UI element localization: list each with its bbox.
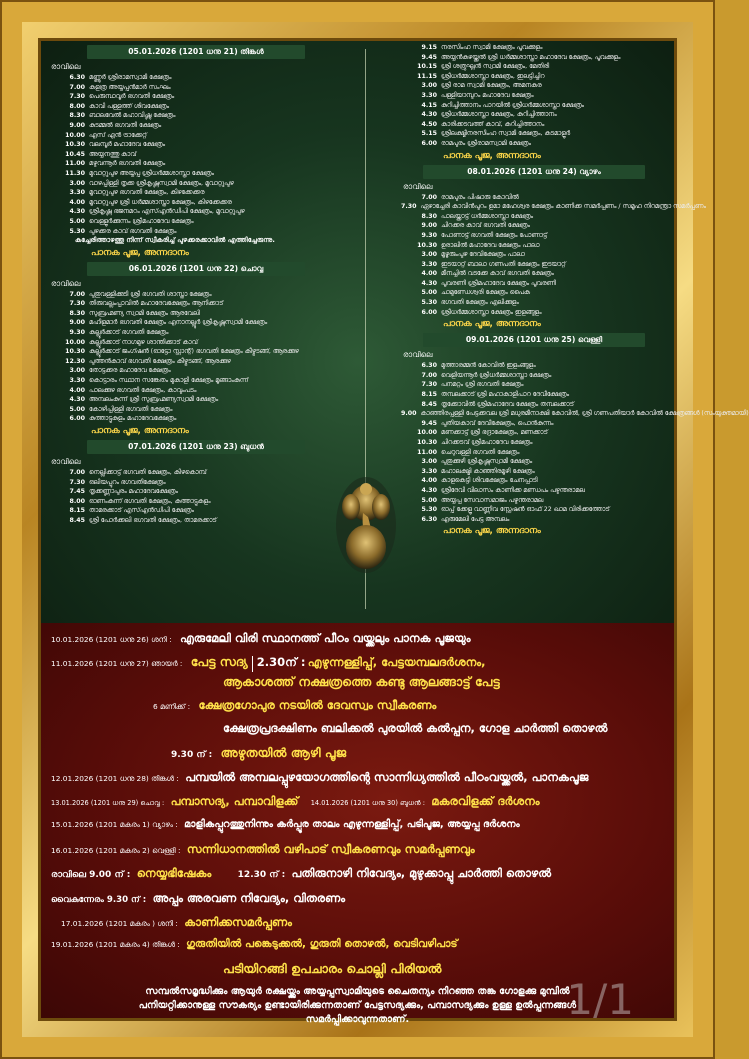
- schedule-time: 3.30: [69, 377, 85, 385]
- schedule-row: [401, 361, 669, 371]
- schedule-row: [401, 241, 669, 251]
- schedule-row: [401, 486, 669, 496]
- schedule-place: എസ് എൻ ട്രാക്കേറ്റ്: [89, 131, 147, 139]
- schedule-place: ഓണംകുന്ന് ഭഗവതി ക്ഷേത്രം, കുത്താട്ടുകുളം: [89, 497, 211, 505]
- event-text: എഴുന്നള്ളിപ്പ്, പേട്ടയമ്പലദർശനം,: [307, 655, 486, 669]
- morning-label: രാവിലെ: [51, 278, 81, 288]
- schedule-time: 3.00: [69, 367, 85, 375]
- schedule-place: പോണാട്ട് ഭഗവതി ക്ഷേത്രം പോണാട്ട്: [441, 231, 548, 239]
- schedule-time: 5.30: [69, 227, 85, 235]
- schedule-time: 6.00: [421, 308, 437, 316]
- schedule-time: 11.30: [65, 169, 85, 177]
- event-date: 17.01.2026 (1201 മകരം ) ശനി :: [61, 919, 178, 928]
- schedule-time: 9.00: [421, 222, 437, 230]
- schedule-place: തിരുവല്ലംപ്പാവിൽ മഹാദേവക്ഷേത്രം ആനിക്കാട്: [89, 300, 224, 308]
- schedule-row: [49, 169, 346, 179]
- schedule-row: [401, 139, 669, 149]
- day-heading: 09.01.2026 (1201 ധനു 25) വെള്ളി: [423, 333, 645, 347]
- schedule-place: മീനച്ചിൽ വടക്കേ കാവ് ഭഗവതി ക്ഷേത്രം: [441, 270, 554, 278]
- schedule-column-right: [401, 43, 749, 540]
- schedule-place: പുതുക്കുഴി ശ്രീകൃഷ്ണസ്വാമി ക്ഷേത്രം: [441, 458, 533, 466]
- schedule-row: [401, 515, 669, 525]
- schedule-row: [401, 428, 669, 438]
- schedule-time: 3.00: [421, 458, 437, 466]
- schedule-place: ചിറക്കടവ് ശ്രീമഹാദേവ ക്ഷേത്രം: [441, 439, 533, 446]
- schedule-row: [401, 448, 669, 458]
- schedule-time: 8.00: [69, 102, 85, 110]
- schedule-place: താമരക്കാട് എസ്എൻഡിപി ക്ഷേത്രം: [89, 507, 194, 515]
- day-heading: 05.01.2026 (1201 ധനു 21) തിങ്കൾ: [87, 45, 305, 59]
- morning-label: രാവിലെ: [403, 350, 433, 360]
- schedule-row: [401, 193, 669, 203]
- schedule-time: 10.30: [65, 348, 85, 356]
- schedule-row: [49, 227, 346, 237]
- schedule-row: [401, 298, 669, 308]
- schedule-row: [401, 212, 669, 222]
- schedule-place: അയ്യപ്പ സേവാസമാജം പഴുന്തരാമല: [441, 496, 544, 504]
- schedule-place: ഓപ്പ് ക്കേളൂ വാണ്ണിവ സ്റ്റേഷൻ ഓഫ് 22 ഖാമ വിരിക്കത്തോട്: [441, 506, 610, 514]
- event-text: പമ്പാസദ്യ, പമ്പാവിളക്ക്: [170, 794, 299, 808]
- schedule-place: കാളകെട്ടി ശിവക്ഷേത്രം ചേനപ്പാടി: [441, 477, 538, 485]
- schedule-time: 10.30: [417, 439, 437, 446]
- event-date: 10.01.2026 (1201 ധനു 26) ശനി :: [51, 635, 172, 644]
- schedule-row: [401, 221, 669, 231]
- event-date: 12.01.2026 (1201 ധനു 28) തിങ്കൾ :: [51, 774, 179, 783]
- schedule-place: കളത്ര അയ്യപ്പൻമാർ സംഘം: [89, 83, 171, 91]
- schedule-row: [49, 217, 346, 227]
- panaka-puja-label: പാനക പൂജ, അന്നദാനം: [443, 319, 541, 330]
- schedule-row: [401, 476, 669, 486]
- panaka-puja-label: പാനക പൂജ, അന്നദാനം: [443, 526, 541, 537]
- schedule-place: ശ്രീ ശത്രുഘ്നൻ സ്വാമി ക്ഷേത്രം, മേതിരി: [441, 63, 550, 71]
- schedule-time: 9.30: [421, 231, 437, 239]
- event-date: 11.01.2026 (1201 ധനു 27) ഞായർ :: [51, 659, 183, 668]
- schedule-row: [49, 497, 346, 507]
- schedule-time: 7.30: [421, 381, 437, 389]
- schedule-place: ചാമുണ്ഡേശ്വരി ക്ഷേത്രം പൈക: [441, 289, 530, 297]
- event-text: ആകാശത്ത് നക്ഷത്രത്തെ കണ്ടു ആലങ്ങാട്ട് പേട്ട: [223, 674, 500, 689]
- panaka-puja-label: പാനക പൂജ, അന്നദാനം: [91, 247, 189, 258]
- schedule-time: 11.00: [417, 448, 437, 456]
- event-date: 15.01.2026 (1201 മകരം 1) വ്യാഴം :: [51, 820, 178, 829]
- schedule-time: 5.00: [421, 496, 437, 504]
- schedule-place: പാലക്കുഴ ഭഗവതി ക്ഷേത്രം, കാവുംപടം: [89, 386, 197, 394]
- schedule-time: 4.30: [69, 208, 85, 216]
- schedule-column-left: [49, 43, 346, 526]
- schedule-row: [401, 101, 669, 111]
- schedule-time: 3.30: [421, 260, 437, 268]
- schedule-row: [401, 62, 669, 72]
- schedule-time: 8.15: [69, 507, 85, 515]
- schedule-row: [49, 159, 346, 169]
- schedule-time: 10.00: [65, 338, 85, 346]
- event-text: കാണിക്കസമർപ്പണം: [184, 915, 292, 929]
- schedule-row: [401, 81, 669, 91]
- schedule-row: [49, 121, 346, 131]
- schedule-place: വലമ്പൂർ മഹാദേവ ക്ഷേത്രം: [89, 141, 166, 149]
- schedule-row: [49, 207, 346, 217]
- schedule-time: 5.00: [69, 405, 85, 413]
- schedule-place: നരസിംഹ സ്വാമി ക്ഷേത്രം പൂവക്കുളം: [441, 44, 543, 51]
- schedule-row: [401, 505, 669, 515]
- schedule-time: 6.30: [421, 515, 437, 523]
- poster: [38, 38, 749, 1025]
- schedule-place: ശ്രീകൃഷ്ണ ഭജനമഠം എസ്എൻഡിപി ക്ഷേത്രം, മൂവാറ്റുപുഴ: [89, 208, 245, 216]
- schedule-time: 8.45: [421, 400, 437, 408]
- schedule-time: 6.00: [69, 415, 85, 423]
- schedule-time: 6.30: [69, 74, 85, 81]
- schedule-place: തൃക്കണ്ണാപുരം മഹാദേവക്ഷേത്രം: [89, 488, 178, 496]
- schedule-time: 5.30: [421, 506, 437, 514]
- schedule-time: 9.45: [421, 53, 437, 61]
- schedule-place: പനമറ്റം ശ്രീ ഭഗവതി ക്ഷേത്രം: [441, 381, 524, 389]
- event-text: മകരവിളക്ക് ദർശനം: [431, 794, 540, 808]
- schedule-place: പുഴക്കര കാവ് ഭഗവതി ക്ഷേത്രം: [89, 227, 177, 235]
- event-text: മാളികപ്പുറത്തുനിന്നും കർപ്പൂര താലം എഴുന്നള്ളിപ്പ്, പടിപൂജ, അയ്യപ്പ ദർശനം: [184, 819, 520, 830]
- schedule-row: [401, 496, 669, 506]
- schedule-place: പുതിയകാവ് ദേവീക്ഷേത്രം, പൊൻകുന്നം: [441, 419, 554, 427]
- schedule-row: [49, 73, 346, 83]
- schedule-time: 8.15: [421, 391, 437, 399]
- panaka-puja-label: പാനക പൂജ, അന്നദാനം: [91, 426, 189, 436]
- schedule-time: 4.30: [421, 279, 437, 287]
- schedule-row: [49, 150, 346, 160]
- schedule-time: 4.15: [421, 101, 437, 109]
- panaka-puja-label: പാനക പൂജ, അന്നദാനം: [443, 150, 541, 161]
- schedule-place: വാഴപ്പിള്ളി തൃക്ക ശ്രീകൃഷ്ണസ്വാമി ക്ഷേത്രം, മൂവാറ്റുപുഴ: [89, 179, 234, 187]
- event-text: നെയ്യഭിഷേകം: [136, 866, 212, 880]
- event-text: പേട്ട സദ്യ: [190, 654, 248, 669]
- schedule-row: [401, 250, 669, 260]
- schedule-place: ഏഴാച്ചേരി കാവിൻപുറം ഉമാ മഹേശ്വര ക്ഷേത്രം കാണിക്ക സമർപ്പണം / സമൂഹ നിറമന്ത്രാ സമർപ്പണം: [420, 203, 706, 211]
- schedule-place: കോഴിപ്പിള്ളി ഭഗവതി ക്ഷേത്രം: [89, 405, 173, 413]
- schedule-time: 7.00: [421, 371, 437, 379]
- schedule-time: 7.30: [69, 300, 85, 308]
- schedule-time: 4.00: [421, 477, 437, 485]
- schedule-time: 11.00: [65, 160, 85, 168]
- ganesha-idol-image: [333, 473, 399, 583]
- schedule-place: രാമപുരം ശ്രീരാമസ്വാമി ക്ഷേത്രം: [441, 139, 531, 147]
- event-text: പടിയിറങ്ങി ഉപചാരം ചൊല്ലി പിരിയൽ: [223, 961, 442, 976]
- schedule-row: [49, 357, 346, 367]
- schedule-row: [49, 299, 346, 309]
- schedule-time: 5.30: [421, 299, 437, 307]
- schedule-time: 4.30: [421, 111, 437, 119]
- schedule-place: എരുമേലി പേട്ട അമ്പലം: [441, 515, 510, 523]
- schedule-row: [49, 405, 346, 415]
- schedule-row: [401, 72, 669, 82]
- schedule-place: കുടമ്മൽ ഭഗവതി ക്ഷേത്രം: [89, 121, 162, 129]
- schedule-row: [401, 53, 669, 63]
- schedule-time: 10.00: [417, 429, 437, 437]
- event-text: അപ്പം അരവണ നിവേദ്യം, വിതരണം: [152, 891, 346, 905]
- page-number: 1/1: [566, 975, 634, 1024]
- schedule-row: [49, 468, 346, 478]
- schedule-place: ചിറക്കര കാവ് ഭഗവതി ക്ഷേത്രം: [441, 222, 530, 230]
- event-date: 6 മണിക്ക് :: [153, 702, 191, 711]
- schedule-row: [401, 91, 669, 101]
- schedule-row: [49, 395, 346, 405]
- event-text: പതിരുനാഴി നിവേദ്യം, മുഴുക്കാപ്പു ചാർത്തി തൊഴൽ: [291, 866, 552, 880]
- event-text: എരുമേലി വിരി സ്ഥാനത്ത് പീഠം വയ്ക്കലും പാനക പൂജയും: [179, 631, 471, 645]
- schedule-row: [401, 380, 669, 390]
- schedule-time: 4.30: [69, 396, 85, 404]
- schedule-row: [401, 202, 706, 212]
- schedule-place: ചെറുവള്ളി ഭഗവതി ക്ഷേത്രം: [441, 448, 520, 456]
- schedule-place: മഹിളമാർ ഭഗവതി ക്ഷേത്രം എനാനല്ലൂർ ശ്രീകൃഷ്ണസ്വാമി ക്ഷേത്രം: [89, 319, 268, 327]
- event-time: 2.30ന് :: [256, 655, 306, 669]
- schedule-time: 5.00: [421, 289, 437, 297]
- schedule-time: 10.45: [65, 150, 85, 158]
- closing-note: സമ്പൽസമൃദ്ധിക്കും ആയുർ രക്ഷയ്ക്കും അയ്യപ്പസ്വാമിയുടെ ചൈതന്യം നിറഞ്ഞ തങ്ക ഗോളക്കു മുമ്പിൽ: [145, 986, 570, 997]
- schedule-row: [401, 457, 669, 467]
- schedule-time: 8.30: [421, 212, 437, 220]
- schedule-row: [49, 347, 346, 357]
- event-date: 19.01.2026 (1201 മകരം 4) തിങ്കൾ :: [51, 940, 180, 949]
- schedule-row: [49, 131, 346, 141]
- day-heading: 08.01.2026 (1201 ധനു 24) വ്യാഴം: [423, 165, 645, 179]
- schedule-place: മൂവാറ്റുപുഴ ശ്രീ ധർമ്മശാസ്താ ക്ഷേത്രം, കിഴക്കേക്കര: [89, 198, 232, 206]
- schedule-place: പള്ളിയാമ്പുറം മഹാദേവ ക്ഷേത്രം: [441, 91, 534, 99]
- schedule-time: 10.15: [417, 63, 437, 71]
- schedule-row: [401, 269, 669, 279]
- schedule-time: 7.00: [69, 83, 85, 91]
- schedule-place: പുത്തൻകാവ് ഭഗവതി ക്ഷേത്രം കീഴ്മടങ്ങ്, ആരക്കുഴ: [89, 357, 231, 365]
- schedule-place: മഹാലക്ഷ്മി കാഞ്ഞിരമൂഴി ക്ഷേത്രം: [441, 467, 535, 475]
- schedule-time: 8.30: [69, 112, 85, 120]
- schedule-row: [401, 231, 669, 241]
- schedule-place: അയ്യനത്തു കാവ്: [89, 150, 137, 158]
- schedule-time: 9.30: [69, 329, 85, 337]
- separator: [252, 656, 253, 672]
- schedule-place: പാലയ്ക്കാട്ട് ധർമ്മശാസ്താ ക്ഷേത്രം: [441, 212, 533, 220]
- morning-label: രാവിലെ: [51, 457, 81, 466]
- schedule-row: [49, 386, 346, 396]
- schedule-time: 9.00: [69, 121, 85, 129]
- schedule-row: [49, 506, 346, 516]
- festival-schedule-panel: [41, 623, 674, 1025]
- schedule-place: തോട്ടക്കര മഹാദേവ ക്ഷേത്രം: [89, 367, 171, 375]
- schedule-row: [401, 390, 669, 400]
- event-text: അഴുതയിൽ ആഴി പൂജ: [220, 745, 347, 760]
- schedule-row: [401, 438, 669, 448]
- schedule-row: [49, 83, 346, 93]
- schedule-time: 6.00: [421, 139, 437, 147]
- event-text: ഗുരുതിയിൽ പങ്കെടുക്കൽ, ഗുരുതി തൊഴൽ, വെടിവഴിപാട്: [186, 938, 458, 950]
- schedule-row: [49, 111, 346, 121]
- schedule-row: [49, 318, 346, 328]
- schedule-row: [401, 110, 669, 120]
- schedule-row: [401, 419, 669, 429]
- schedule-row: [49, 188, 346, 198]
- schedule-place: പുതുവള്ളിക്കുടി ശ്രീ ഭഗവതി ശാസ്താ ക്ഷേത്രം: [89, 290, 212, 298]
- schedule-place: പൂവരണി ശ്രീമഹാദേവ ക്ഷേത്രം പൂവരണി: [441, 279, 556, 287]
- schedule-place: മണക്കാട്ട് ശ്രീ ഭദ്രാക്ഷേത്രം, മണക്കാട്: [441, 429, 548, 437]
- schedule-row: [49, 376, 346, 386]
- schedule-time: 3.00: [421, 251, 437, 259]
- schedule-time: 3.00: [421, 82, 437, 90]
- schedule-place: ശ്രീലക്ഷ്മീനരസിംഹ സ്വാമി ക്ഷേത്രം, കുടമാളൂർ: [441, 130, 571, 138]
- schedule-place: ശ്രീധർമ്മശാസ്താ ക്ഷേത്രം ഇളങ്ങുളം: [441, 308, 542, 316]
- schedule-place: അമ്പലംകുന്ന് ശ്രീ സുബ്രഹ്മണ്യസ്വാമി ക്ഷേത്രം: [89, 396, 219, 404]
- closing-note: പനിയറ്റിക്കാനുള്ള സൗകര്യം ഉണ്ടായിരിക്കുന്നതാണ് പേട്ടസദ്യക്കും, പമ്പാസദ്യക്കും ഉള്ള ഉൽപ്പന്നങ്ങൾ: [138, 1000, 577, 1011]
- schedule-row: [49, 198, 346, 208]
- schedule-place: പെരുമ്പാവൂർ ഭഗവതി ക്ഷേത്രം: [89, 93, 175, 101]
- schedule-place: കാരിക്കടവത്ത് കാവ്, കുറിച്ചിത്താനം: [441, 120, 545, 128]
- schedule-place: കുറിച്ചിത്താനം പാറയിൽ ശ്രീധർമ്മശാസ്താ ക്ഷേത്രം: [441, 101, 584, 109]
- event-text: പമ്പയിൽ അമ്പലപ്പുഴയോഗത്തിന്റെ സാന്നിധ്യത്തിൽ പീഠംവയ്ക്കൽ, പാനകപൂജ: [185, 770, 589, 784]
- schedule-time: 9.00: [69, 319, 85, 327]
- morning-label: രാവിലെ: [403, 181, 433, 191]
- schedule-place: ഇടയാറ്റ് ബാലാ ഗണപതി ക്ഷേത്രം ഇടയാറ്റ്: [441, 260, 566, 268]
- schedule-place: മുത്താരമ്മൻ കോവിൽ ഇളംങ്ങുളം: [441, 362, 536, 370]
- schedule-row: [401, 371, 669, 381]
- schedule-time: 3.30: [421, 467, 437, 475]
- schedule-time: 9.15: [421, 44, 437, 51]
- schedule-time: 5.00: [69, 217, 85, 225]
- event-date: 9.30 ന് :: [171, 750, 213, 760]
- schedule-place: മൂവാറ്റുപുഴ ഭഗവതി ക്ഷേത്രം, കിഴക്കേക്കര: [89, 189, 205, 197]
- event-date: രാവിലെ 9.00 ന് :: [51, 870, 131, 880]
- schedule-place: കാഞ്ഞിരപ്പള്ളി പേട്ടക്കവല ശ്രീ മധുരമീനാക്ഷി കോവിൽ, ശ്രീ ഗണപതിയാർ കോവിൽ ക്ഷേത്രങ്ങൾ (സംയുക്തമായി): [420, 410, 749, 418]
- schedule-time: 7.00: [69, 290, 85, 298]
- schedule-row: [49, 516, 346, 526]
- schedule-row: [401, 288, 669, 298]
- schedule-place: ശ്രീ രാമ സ്വാമി ക്ഷേത്രം, അമനകര: [441, 82, 542, 90]
- event-date: 14.01.2026 (1201 ധനു 30) ബുധൻ :: [310, 799, 425, 807]
- schedule-place: ശ്രീദേവി വിലാസം കാണിക്ക മണ്ഡപം പഴുന്തരാമല: [441, 486, 585, 494]
- schedule-time: 7.00: [69, 469, 85, 476]
- schedule-time: 7.45: [69, 488, 85, 496]
- day-heading: 06.01.2026 (1201 ധനു 22) ചൊവ്വ: [87, 262, 305, 276]
- event-text: സന്നിധാനത്തിൽ വഴിപാട് സ്വീകരണവും സമർപ്പണവും: [186, 842, 475, 856]
- schedule-time: 3.00: [69, 179, 85, 187]
- schedule-place: വെളിയന്നൂർ ശ്രീധർമ്മശാസ്താ ക്ഷേത്രം: [441, 371, 552, 379]
- schedule-time: 8.45: [69, 516, 85, 524]
- schedule-note: കച്ചേരിത്താഴത്തു നിന്ന് സ്വീകരിച്ച് പുഴക്കരക്കാവിൽ എത്തിച്ചേരുന്നു.: [75, 236, 275, 245]
- schedule-time: 9.45: [421, 419, 437, 427]
- schedule-row: [49, 140, 346, 150]
- schedule-row: [401, 120, 669, 130]
- schedule-time: 4.00: [421, 270, 437, 278]
- schedule-row: [49, 290, 346, 300]
- schedule-time: 10.00: [65, 131, 85, 139]
- schedule-place: കല്ലൂർക്കാട് ഭഗവതി ക്ഷേത്രം: [89, 329, 169, 337]
- schedule-place: ശ്രീധർമ്മശാസ്താ ക്ഷേത്രം, ഇലട്ടിച്ചിറ: [441, 72, 545, 80]
- schedule-row: [401, 308, 669, 318]
- schedule-place: ശ്രീ പോർക്കലി ഭഗവതി ക്ഷേത്രം, താമരക്കാട്: [89, 516, 217, 524]
- schedule-time: 4.30: [421, 486, 437, 494]
- schedule-place: കൊട്ടാരം സ്ഥാന സങ്കേതം മുകാളി ക്ഷേത്രം മൂങ്ങാംകുന്ന്: [89, 377, 249, 385]
- event-date: 13.01.2026 (1201 ധനു 29) ചൊവ്വ :: [51, 799, 165, 807]
- schedule-time: 5.15: [421, 130, 437, 138]
- schedule-row: [49, 179, 346, 189]
- schedule-row: [401, 400, 669, 410]
- event-date: വൈകുന്നേരം 9.30 ന് :: [51, 895, 147, 905]
- schedule-time: 10.30: [65, 141, 85, 149]
- schedule-row: [401, 409, 749, 419]
- schedule-place: കുത്താട്ടുകുളം മഹാദേവക്ഷേത്രം: [89, 415, 177, 423]
- schedule-place: മൂഴൂരുംപുഴ ദേവിക്ഷേത്രം പാലാ: [441, 251, 525, 259]
- schedule-place: രാമപുരം പിഷാരു കോവിൽ: [441, 193, 519, 201]
- schedule-time: 7.00: [421, 193, 437, 201]
- schedule-place: വെള്ളൂർക്കുന്നം ശ്രീമഹാദേവ ക്ഷേത്രം: [89, 217, 194, 225]
- event-text: ക്ഷേത്രഗോപുര നടയിൽ ദേവസ്വം സ്വീകരണം: [198, 698, 437, 712]
- closing-note: സമർപ്പിക്കാവുന്നതാണ്.: [305, 1014, 410, 1025]
- event-date: 12.30 ന് :: [237, 870, 286, 880]
- schedule-time: 3.30: [421, 91, 437, 99]
- schedule-time: 3.30: [69, 189, 85, 197]
- schedule-row: [401, 467, 669, 477]
- schedule-row: [401, 43, 669, 53]
- schedule-place: തൃക്കോവിൽ ശ്രീമഹാദേവ ക്ഷേത്രം തമ്പലക്കാട്: [441, 400, 574, 408]
- schedule-place: ഒലിയപ്പുറം ഭഗവതിക്ഷേത്രം: [89, 478, 166, 486]
- schedule-place: ശ്രീധർമ്മശാസ്താ ക്ഷേത്രം, കുറിച്ചിത്താനം: [441, 111, 557, 119]
- schedule-row: [49, 309, 346, 319]
- schedule-place: അയ്യൻകുഴയ്ക്കൽ ശ്രീ ധർമ്മശാസ്താ മഹാദേവ ക്ഷേത്രം, പൂവക്കുളം: [441, 53, 621, 61]
- schedule-place: ബാലവേൽ മഹാവിഷ്ണു ക്ഷേത്രം: [89, 112, 176, 120]
- schedule-row: [401, 129, 669, 139]
- event-date: 16.01.2026 (1201 മകരം 2) വെള്ളി :: [51, 846, 181, 855]
- schedule-place: ഉരാലിൽ മഹാദേവ ക്ഷേത്രം പാലാ: [441, 241, 540, 249]
- schedule-time: 4.00: [69, 198, 85, 206]
- schedule-row: [49, 487, 346, 497]
- schedule-place: കല്ലൂർക്കാട് ജംഗ്ഷൻ (ഓട്ടോ സ്റ്റാന്റ്) ഭഗവതി ക്ഷേത്രം കീഴ്മടങ്ങ്, ആരക്കുഴ: [89, 348, 299, 356]
- schedule-place: മഴുവന്നൂർ ഭഗവതി ക്ഷേത്രം: [89, 160, 166, 168]
- schedule-time: 7.30: [69, 478, 85, 486]
- schedule-place: തമ്പലക്കാട് ശ്രീ മഹാകാളിപാറ ദേവീക്ഷേത്രം: [441, 391, 570, 399]
- schedule-time: 7.30: [69, 93, 85, 101]
- schedule-place: കാവി പള്ളത്ത് ശിവക്ഷേത്രം: [89, 102, 170, 110]
- schedule-row: [49, 414, 346, 424]
- schedule-place: കല്ലൂർക്കാട് നാഗമുഴ ശാന്തിക്കാട് കാവ്: [89, 338, 198, 346]
- schedule-row: [49, 102, 346, 112]
- schedule-row: [401, 279, 669, 289]
- event-text: ക്ഷേത്രപ്രദക്ഷിണം ബലിക്കൽ പുരയിൽ കൽപ്പന, ഗോള ചാർത്തി തൊഴൽ: [223, 721, 608, 735]
- schedule-row: [49, 92, 346, 102]
- schedule-row: [401, 260, 669, 270]
- schedule-time: 4.00: [69, 386, 85, 394]
- schedule-place: നെല്ലിക്കാട്ട് ഭഗവതി ക്ഷേത്രം, കിഴകൊമ്പ്: [89, 469, 207, 476]
- schedule-time: 9.00: [401, 410, 417, 418]
- schedule-time: 7.30: [401, 203, 417, 211]
- schedule-row: [49, 338, 346, 348]
- schedule-panel: [41, 41, 749, 623]
- schedule-place: സുബ്രഹ്മണ്യ സ്വാമി ക്ഷേത്രം ആരവേലി: [89, 309, 200, 317]
- schedule-time: 8.30: [69, 309, 85, 317]
- schedule-time: 10.30: [417, 241, 437, 249]
- morning-label: രാവിലെ: [51, 62, 81, 71]
- schedule-time: 8.00: [69, 497, 85, 505]
- schedule-time: 6.30: [421, 362, 437, 370]
- schedule-row: [49, 478, 346, 488]
- schedule-time: 4.50: [421, 120, 437, 128]
- day-heading: 07.01.2026 (1201 ധനു 23) ബുധൻ: [87, 440, 305, 454]
- schedule-time: 11.15: [417, 72, 437, 80]
- schedule-place: മുവാറ്റുപുഴ അയ്യപ്പ ശ്രീധർമ്മശാസ്താ ക്ഷേത്രം: [89, 169, 214, 177]
- schedule-row: [49, 366, 346, 376]
- schedule-time: 12.30: [65, 357, 85, 365]
- schedule-row: [49, 328, 346, 338]
- schedule-place: മണ്ണൂർ ശ്രീരാമസ്വാമി ക്ഷേത്രം: [89, 74, 172, 81]
- schedule-place: ഭഗവതി ക്ഷേത്രം എലിക്കുളം: [441, 299, 519, 307]
